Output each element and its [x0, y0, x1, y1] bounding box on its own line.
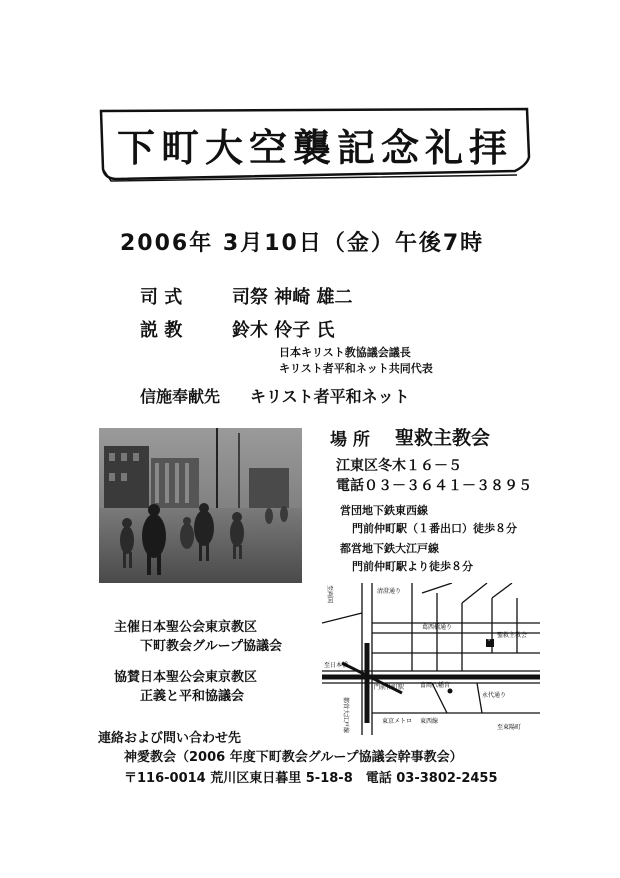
preacher-role-2: キリスト者平和ネット共同代表	[279, 362, 433, 375]
access-1-line: 営団地下鉄東西線	[340, 504, 428, 517]
venue-label: 場 所	[330, 430, 370, 450]
supporter-label: 協賛	[114, 670, 141, 685]
contact-church: 神愛教会（2006 年度下町教会グループ協議会幹事教会）	[124, 750, 463, 765]
map-label-oedo: 都営大江戸線	[342, 697, 349, 734]
event-date: 2006年 3月10日（金）午後7時	[120, 231, 485, 256]
map-label-metro: 東京メトロ	[382, 718, 413, 725]
contact-heading: 連絡および問い合わせ先	[98, 731, 242, 746]
map-label-eitai: 永代通り	[482, 692, 507, 699]
map-label-ryogoku: 至両国	[326, 585, 333, 604]
organizer-label: 主催	[114, 620, 141, 635]
contact-address: 〒116-0014 荒川区東日暮里 5-18-8 電話 03-3802-2455	[124, 771, 498, 786]
offering-label: 信施奉献先	[140, 387, 221, 406]
map-label-toyocho: 至東陽町	[497, 724, 522, 731]
page-title: 下町大空襲記念礼拝	[116, 124, 513, 170]
supporter-line-2: 正義と平和協議会	[140, 689, 245, 704]
access-map	[322, 583, 540, 735]
venue-address: 江東区冬木１６－５	[336, 458, 462, 474]
map-label-station: 門前仲町駅	[374, 684, 405, 691]
map-label-kasaibashi: 葛西橋通り	[422, 624, 453, 631]
title-box	[97, 105, 533, 183]
map-label-tomioka: 富岡八幡宮	[420, 682, 451, 689]
svg-text:+: +	[486, 635, 492, 643]
access-1-detail: 門前仲町駅（１番出口）徒歩８分	[352, 522, 517, 535]
preacher-name: 鈴木 伶子 氏	[232, 320, 335, 341]
officiant-name: 司祭 神崎 雄二	[232, 287, 353, 308]
access-2-line: 都営地下鉄大江戸線	[340, 542, 439, 555]
map-label-kiyosumi: 清澄通り	[377, 588, 402, 595]
preacher-label: 説 教	[140, 320, 183, 341]
historical-photo	[99, 428, 302, 583]
map-label-church: 聖救主教会	[497, 632, 528, 639]
offering-value: キリスト者平和ネット	[250, 387, 410, 406]
map-label-nihonbashi: 至日本橋	[324, 662, 349, 669]
preacher-role-1: 日本キリスト教協議会議長	[279, 346, 411, 359]
access-2-detail: 門前仲町駅より徒歩８分	[352, 560, 473, 573]
supporter-line-1: 日本聖公会東京教区	[140, 670, 258, 685]
officiant-label: 司 式	[140, 287, 183, 308]
venue-name: 聖救主教会	[395, 427, 491, 449]
organizer-line-2: 下町教会グループ協議会	[140, 639, 282, 654]
venue-phone: 電話０３－３６４１－３８９５	[336, 478, 532, 494]
organizer-line-1: 日本聖公会東京教区	[140, 620, 258, 635]
map-label-tozai: 東西線	[420, 718, 439, 725]
